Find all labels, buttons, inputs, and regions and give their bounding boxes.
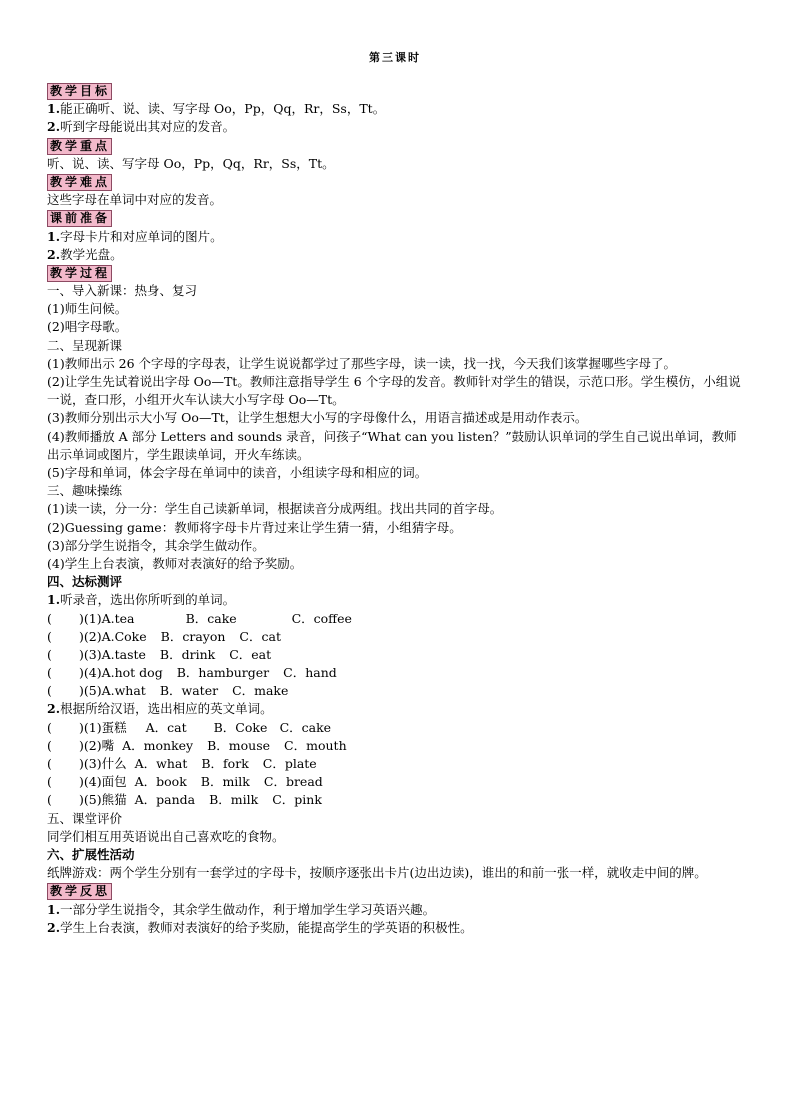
difficulties-header: 教学难点: [47, 174, 112, 191]
preparation-item: 2.教学光盘。: [47, 246, 123, 262]
key-points-text: 听、说、读、写字母 Oo，Pp，Qq，Rr，Ss，Tt。: [47, 155, 335, 171]
section-header-difficulties: [47, 173, 747, 191]
process-step: 同学们相互用英语说出自己喜欢吃的食物。: [47, 828, 285, 844]
question-item: ( )(1) A.tea B．cake C．coffee: [47, 610, 352, 626]
question-item: ( )(1) 蛋糕 A．cat B．Coke C．cake: [47, 719, 332, 735]
section-header-key-points: [47, 137, 747, 155]
process-header: 教学过程: [47, 265, 112, 282]
objectives-header: 教学目标: [47, 83, 112, 100]
part-title: 二、呈现新课: [47, 337, 123, 353]
part-title: 六、扩展性活动: [47, 846, 135, 862]
difficulties-text: 这些字母在单词中对应的发音。: [47, 192, 223, 208]
preparation-header: 课前准备: [47, 210, 112, 227]
question-item: ( )(2) 嘴 A．monkey B．mouse C．mouth: [47, 737, 347, 753]
process-step: (4)学生上台表演，教师对表演好的给予奖励。: [47, 555, 303, 571]
section-header-process: [47, 264, 747, 282]
question-item: ( )(4) 面包 A．book B．milk C．bread: [47, 774, 323, 790]
process-step: 纸牌游戏：两个学生分别有一套学过的字母卡，按顺序逐张出卡片(边出边读)，谁出的和前一张一样，就收走中间的牌。: [47, 865, 707, 881]
process-step: (3)教师分别出示大小写 Oo—Tt，让学生想想大小写的字母像什么，用语言描述或是用动作表示。: [47, 410, 588, 426]
objective-item: 2.听到字母能说出其对应的发音。: [47, 119, 236, 135]
process-step: (3)部分学生说指令，其余学生做动作。: [47, 537, 265, 553]
part-title: 一、导入新课：热身、复习: [47, 283, 198, 299]
preparation-item: 1.字母卡片和对应单词的图片。: [47, 228, 223, 244]
question-item: ( )(5) A.what B．water C．make: [47, 683, 289, 699]
process-step: (2)让学生先试着说出字母 Oo—Tt。教师注意指导学生 6 个字母的发音。教师针对学生的错误，示范口形。学生模仿，小组说一说，查口形，小组开火车认读大小写字母 Oo—Tt。: [47, 374, 741, 408]
process-step: (2)唱字母歌。: [47, 319, 128, 335]
page-title: 第三课时: [369, 51, 421, 64]
part-title: 五、课堂评价: [47, 810, 123, 826]
objective-item: 1.能正确听、说、读、写字母 Oo，Pp，Qq，Rr，Ss，Tt。: [47, 101, 386, 117]
question-item: ( )(3) A.taste B．drink C．eat: [47, 646, 272, 662]
process-step: (2)Guessing game：教师将字母卡片背过来让学生猜一猜，小组猜字母。: [47, 519, 462, 535]
process-step: (4)教师播放 A 部分 Letters and sounds 录音，问孩子“What can you listen？”鼓励认识单词的学生自己说出单词，教师出示单词或图片，学生跟读单词，开火车练读。: [47, 428, 737, 462]
process-step: (1)读一读，分一分：学生自己读新单词，根据读音分成两组。找出共同的首字母。: [47, 501, 503, 517]
question-title: 2.根据所给汉语，选出相应的英文单词。: [47, 701, 273, 717]
question-item: ( )(3) 什么 A．what B．fork C．plate: [47, 756, 317, 772]
lesson-content: [47, 82, 747, 937]
question-title: 1.听录音，选出你所听到的单词。: [47, 592, 236, 608]
process-step: (5)字母和单词，体会字母在单词中的读音，小组读字母和相应的词。: [47, 465, 428, 481]
process-step: (1)师生问候。: [47, 301, 128, 317]
question-item: ( )(5) 熊猫 A．panda B．milk C．pink: [47, 792, 322, 808]
part-title: 三、趣味操练: [47, 483, 123, 499]
reflection-header: 教学反思: [47, 883, 112, 900]
question-item: ( )(4) A.hot dog B．hamburger C．hand: [47, 665, 337, 681]
part-title: 四、达标测评: [47, 574, 123, 590]
section-header-reflection: [47, 882, 747, 900]
section-header-preparation: [47, 209, 747, 227]
question-item: ( )(2) A.Coke B．crayon C．cat: [47, 628, 281, 644]
reflection-item: 1.一部分学生说指令，其余学生做动作，利于增加学生学习英语兴趣。: [47, 901, 436, 917]
key-points-header: 教学重点: [47, 138, 112, 155]
process-step: (1)教师出示 26 个字母的字母表，让学生说说都学过了那些字母，读一读，找一找，今天我们该掌握哪些字母了。: [47, 355, 677, 371]
section-header-objectives: [47, 82, 747, 100]
reflection-item: 2.学生上台表演，教师对表演好的给予奖励，能提高学生的学英语的积极性。: [47, 919, 473, 935]
